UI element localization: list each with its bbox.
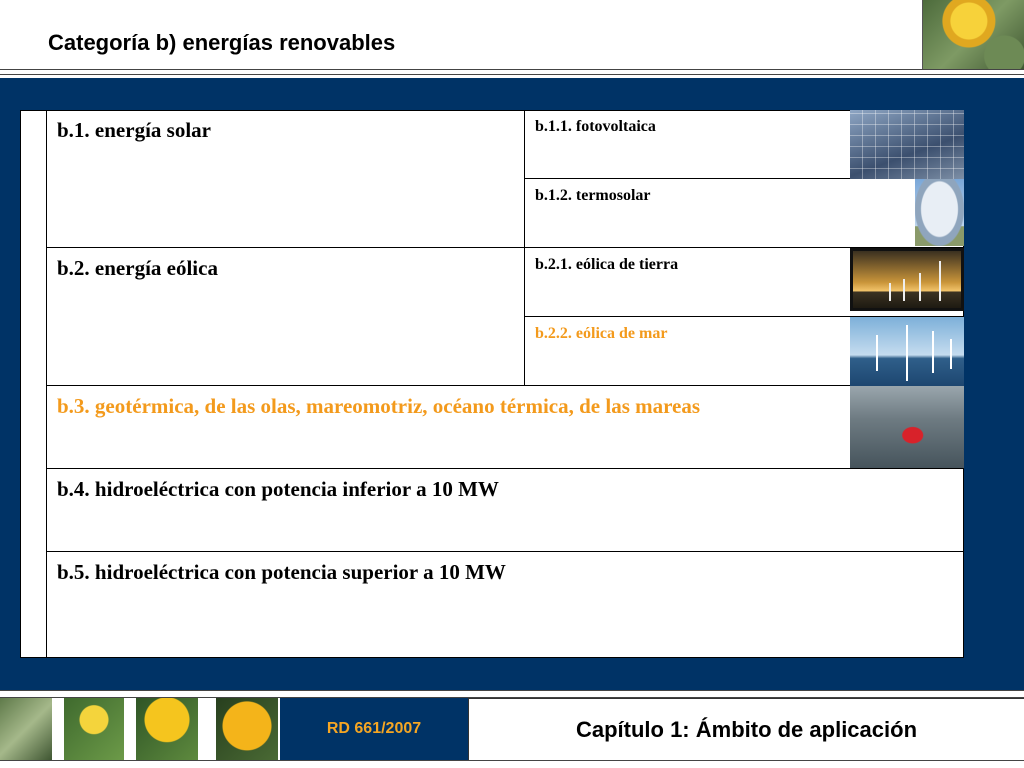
category-b2: [47, 248, 524, 386]
slide-title: Categoría b) energías renovables: [48, 30, 396, 55]
flower-photo: [922, 0, 1024, 70]
footer-photo-3: [136, 698, 198, 760]
subcategory-b1-2: [524, 179, 964, 248]
subcategory-b2-1-label: b.2.1. eólica de tierra: [535, 256, 679, 273]
subcategory-b1-1-label: b.1.1. fotovoltaica: [535, 118, 656, 135]
footer-divider: [0, 690, 1024, 691]
category-b3: [47, 386, 964, 469]
offshore-wind-photo: [850, 317, 964, 386]
header-divider: [0, 69, 1024, 70]
table-left-margin-column: [20, 110, 47, 658]
solar-dish-photo: [915, 179, 964, 246]
footer-photo-4: [216, 698, 278, 760]
category-b3-label: b.3. geotérmica, de las olas, mareomotriz, océano térmica, de las mareas: [57, 394, 701, 418]
footer-bottom-line: [0, 760, 1024, 761]
footer-rd-label: RD 661/2007: [280, 698, 468, 760]
footer-photo-2: [64, 698, 124, 760]
category-b4-label: b.4. hidroeléctrica con potencia inferior a 10 MW: [57, 477, 499, 501]
solar-panels-photo: [850, 110, 964, 179]
category-b5-label: b.5. hidroeléctrica con potencia superior a 10 MW: [57, 560, 506, 584]
footer-photo-1: [0, 698, 52, 760]
wave-energy-photo: [850, 386, 964, 468]
footer-chapter-text: Capítulo 1: Ámbito de aplicación: [575, 716, 918, 742]
header-divider-2: [0, 74, 1024, 75]
subcategory-b1-2-label: b.1.2. termosolar: [535, 187, 651, 204]
slide-header: [0, 0, 1024, 70]
footer-chapter-title: [468, 698, 1024, 760]
category-b2-label: b.2. energía eólica: [57, 256, 218, 280]
category-b4: [47, 469, 964, 552]
subcategory-b2-2-label: b.2.2. eólica de mar: [535, 325, 668, 342]
category-b5: [47, 552, 964, 658]
onshore-wind-photo: [850, 248, 964, 311]
category-b1-label: b.1. energía solar: [57, 118, 211, 142]
category-b1: [47, 110, 524, 248]
